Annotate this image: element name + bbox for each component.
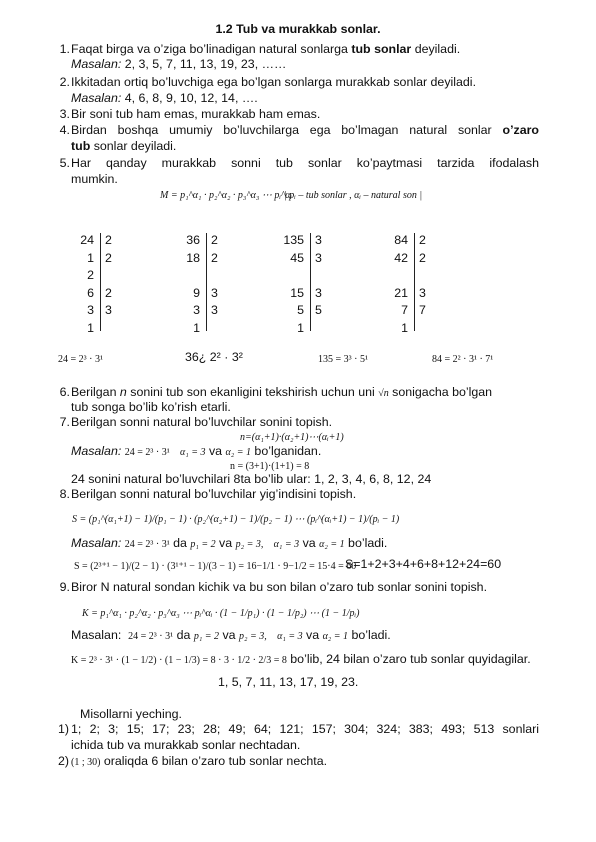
factor-divisor: 2 [211,250,218,265]
factor-result-4: 84 = 2² · 3¹ · 7¹ [432,354,494,365]
item-6-line-1: Berilgan n sonini tub son ekanligini tekshirish uchun uni √n sonigacha bo’lgan [71,385,493,399]
factor-value: 42 [394,250,408,265]
factor-value: 3 [193,303,200,317]
item-1-example: Masalan: 2, 3, 5, 7, 11, 13, 19, 23, …… [71,57,287,71]
exercise-number: 2) [58,754,70,768]
item-number: 9. [59,580,70,594]
factor-value: 1 [193,320,200,335]
factor-divisor: 2 [105,233,112,247]
factor-value: 6 [87,285,94,300]
item-number: 5. [59,156,70,170]
factor-divisor: 2 [105,250,112,265]
factor-value: 2 [87,268,94,282]
item-9-list: 1, 5, 7, 11, 13, 17, 19, 23. [218,675,359,689]
item-9-example: Masalan: 24 = 2³ · 3¹ da p₁ = 2 va p₂ = 3, α₁ = 3 va α₂ = 1 bo’ladi. [71,628,391,642]
item-number: 1. [59,42,70,56]
item-5-line-1: Har qanday murakkab sonni tub sonlar ko’paytmasi tarzida ifodalash [71,156,539,170]
factor-divisor: 3 [315,285,322,300]
factor-result-2: 36¿ 2² · 3² [185,350,243,364]
factor-divisor: 3 [315,250,322,265]
factor-divisor: 2 [105,285,112,300]
item-number: 4. [59,123,70,137]
factor-divisor: 5 [315,303,322,317]
item-4-line-1: Birdan boshqa umumiy bo’luvchilarga ega bo’lmagan natural sonlar o’zaro [71,123,539,137]
item-8-example: Masalan: 24 = 2³ · 3¹ da p₁ = 2 va p₂ = 3, α₁ = 3 va α₂ = 1 bo’ladi. [71,536,388,550]
factor-value: 21 [394,285,408,300]
item-7-result: 24 sonini natural bo’luvchilari 8ta bo’lib ular: 1, 2, 3, 4, 6, 8, 12, 24 [71,472,432,486]
item-7-text: Berilgan sonni natural bo’luvchilar sonini topish. [71,415,333,429]
factor-value: 1 [297,320,304,335]
item-number: 7. [59,415,70,429]
formula-M-note: | pᵢ – tub sonlar , αᵢ – natural son | [284,190,423,201]
factor-divisor: 2 [419,233,426,247]
factor-value: 18 [186,250,200,265]
factor-value: 5 [297,303,304,317]
factor-divisor: 3 [315,233,322,247]
factor-value: 1 [87,250,94,265]
page-title: 1.2 Tub va murakkab sonlar. [215,22,381,36]
factor-value: 36 [186,233,200,247]
item-number: 8. [59,487,70,501]
item-9-calc: K = 2³ · 3¹ · (1 − 1/2) · (1 − 1/3) = 8 · 3 · 1/2 · 2/3 = 8 bo’lib, 24 bilan o’zaro tub sonlar quyidagilar. [71,652,531,666]
factor-value: 7 [401,303,408,317]
item-3-text: Bir soni tub ham emas, murakkab ham emas. [71,107,321,121]
item-6-line-2: tub songa bo’lib ko’rish etarli. [71,400,231,414]
factor-divisor: 2 [419,250,426,265]
item-number: 6. [59,385,70,399]
exercise-2-text: (1 ; 30) oraliqda 6 bilan o’zaro tub sonlar nechta. [71,754,328,768]
factor-divisor: 2 [211,233,218,247]
item-8-sum: S=1+2+3+4+6+8+12+24=60 [345,557,502,571]
factor-value: 45 [290,250,304,265]
factor-divisor: 3 [211,303,218,317]
item-8-text: Berilgan sonni natural bo’luvchilar yig’indisini topish. [71,487,357,501]
factor-value: 1 [401,320,408,335]
item-9-formula: K = p₁^α₁ · p₂^α₂ · p₃^α₃ ⋯ pᵢ^αᵢ · (1 − 1/p₁) · (1 − 1/p₂) ⋯ (1 − 1/pᵢ) [82,608,360,619]
item-8-formula: S = (p₁^(α₁+1) − 1)/(p₁ − 1) · (p₂^(α₂+1) − 1)/(p₂ − 1) ⋯ (pᵢ^(αᵢ+1) − 1)/(pᵢ − 1) [72,514,400,525]
item-9-text: Biror N natural sondan kichik va bu son bilan o’zaro tub sonlar sonini topish. [71,580,488,594]
item-8-calc: S = (2³⁺¹ − 1)/(2 − 1) · (3¹⁺¹ − 1)/(3 − 1) = 16−1/1 · 9−1/2 = 15·4 = 60 [74,561,357,572]
item-2-text: Ikkitadan ortiq bo’luvchiga ega bo’lgan sonlarga murakkab sonlar deyiladi. [71,75,477,89]
factor-divisor: 3 [419,285,426,300]
item-number: 3. [59,107,70,121]
item-7-calc: n = (3+1)·(1+1) = 8 [230,461,310,472]
item-2-example: Masalan: 4, 6, 8, 9, 10, 12, 14, …. [71,91,258,105]
factor-value: 1 [87,320,94,335]
factor-value: 135 [283,233,304,247]
item-1-text: Faqat birga va o’ziga bo’linadigan natural sonlarga tub sonlar deyiladi. [71,42,461,56]
factor-divisor: 3 [105,303,112,317]
item-5-line-2: mumkin. [71,172,118,186]
item-4-line-2: tub sonlar deyiladi. [71,139,177,153]
exercises-heading: Misollarni yeching. [80,707,182,721]
factor-result-3: 135 = 3³ · 5¹ [318,354,368,365]
factor-value: 24 [80,233,94,247]
exercise-number: 1) [58,722,70,736]
item-7-example: Masalan: 24 = 2³ · 3¹ α₁ = 3 va α₂ = 1 bo’lganidan. [71,444,322,458]
exercise-1-line-1: 1; 2; 3; 15; 17; 23; 28; 49; 64; 121; 157; 304; 324; 383; 493; 513 sonlari [71,722,539,736]
item-7-formula: n=(α₁+1)·(α₂+1)⋯(αᵢ+1) [240,432,344,443]
factor-value: 15 [290,285,304,300]
formula-M: M = p₁^α₁ · p₂^α₂ · p₃^α₃ ⋯ pᵢ^αᵢ [160,190,292,201]
factor-value: 9 [193,285,200,300]
exercise-1-line-2: ichida tub va murakkab sonlar nechtadan. [71,738,301,752]
factor-result-1: 24 = 2³ · 3¹ [58,354,103,365]
factor-divisor: 3 [211,285,218,300]
factor-value: 3 [87,303,94,317]
factor-divisor: 7 [419,303,426,317]
item-number: 2. [59,75,70,89]
factor-value: 84 [394,233,408,247]
